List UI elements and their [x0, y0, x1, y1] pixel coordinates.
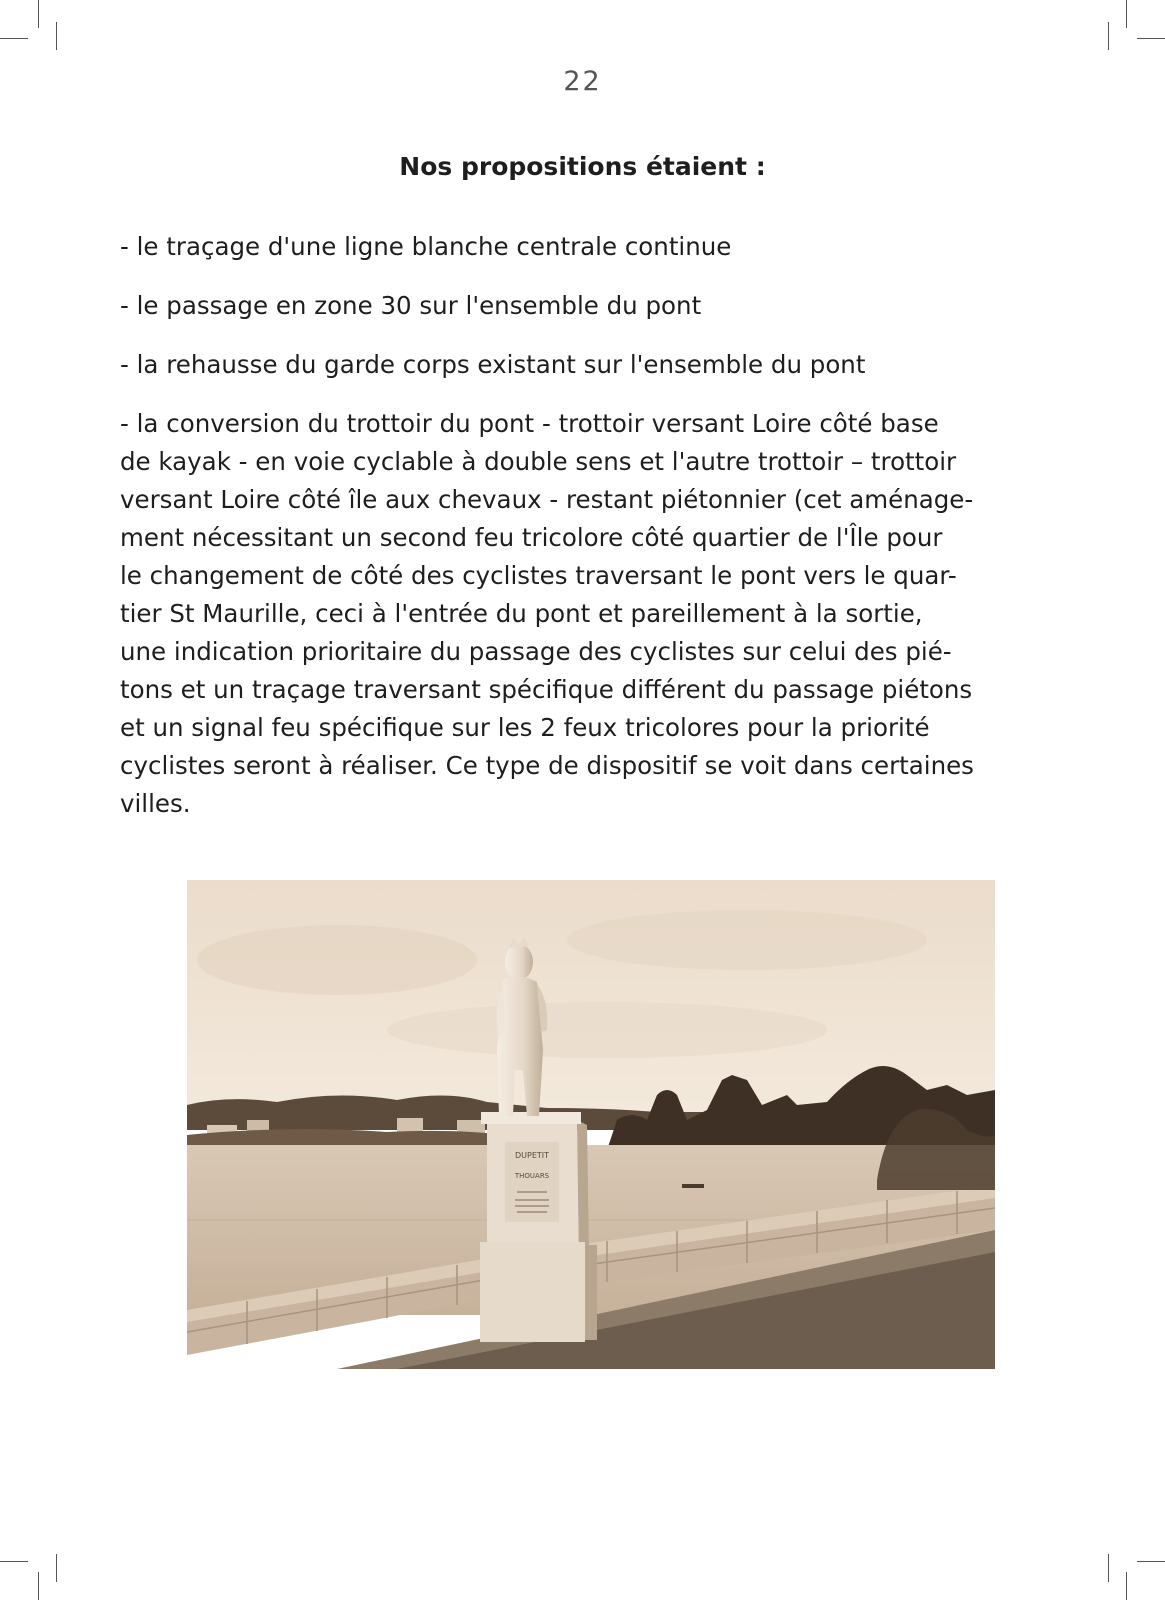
crop-mark — [0, 1561, 28, 1562]
page-number: 22 — [563, 66, 602, 97]
crop-mark — [1126, 1572, 1127, 1600]
text-line: tier St Maurille, ceci à l'entrée du pont et pareillement à la sortie, — [120, 599, 923, 628]
text-line: versant Loire côté île aux chevaux - restant piétonnier (cet aménage- — [120, 485, 974, 514]
text-line: ment nécessitant un second feu tricolore côté quartier de l'Île pour — [120, 523, 943, 552]
text-line: une indication prioritaire du passage des cyclistes sur celui des pié- — [120, 637, 952, 666]
proposal-list — [120, 228, 1050, 823]
crop-mark — [56, 1554, 57, 1582]
plinth-inscription: THOUARS — [514, 1172, 550, 1180]
proposal-item-long — [120, 405, 1050, 823]
statue-plinth — [480, 1112, 597, 1342]
crop-mark — [0, 38, 28, 39]
proposal-item: - le passage en zone 30 sur l'ensemble du pont — [120, 291, 702, 320]
text-line: - la conversion du trottoir du pont - trottoir versant Loire côté base — [120, 409, 939, 438]
proposal-item: - la rehausse du garde corps existant sur l'ensemble du pont — [120, 350, 866, 379]
text-line: tons et un traçage traversant spécifique différent du passage piétons — [120, 675, 973, 704]
crop-mark — [38, 0, 39, 28]
text-line: et un signal feu spécifique sur les 2 feux tricolores pour la priorité — [120, 713, 930, 742]
plinth-inscription: DUPETIT — [514, 1151, 550, 1160]
text-line: villes. — [120, 789, 191, 818]
text-line: de kayak - en voie cyclable à double sens et l'autre trottoir – trottoir — [120, 447, 957, 476]
bridge-statue-photo — [187, 880, 995, 1369]
crop-mark — [1137, 38, 1165, 39]
crop-mark — [1108, 1554, 1109, 1582]
text-line: cyclistes seront à réaliser. Ce type de dispositif se voit dans certaines — [120, 751, 974, 780]
crop-mark — [1137, 1561, 1165, 1562]
crop-mark — [38, 1572, 39, 1600]
crop-mark — [1108, 22, 1109, 50]
proposal-item: - le traçage d'une ligne blanche centrale continue — [120, 232, 732, 261]
crop-mark — [56, 22, 57, 50]
text-line: le changement de côté des cyclistes traversant le pont vers le quar- — [120, 561, 957, 590]
crop-mark — [1126, 0, 1127, 28]
section-heading: Nos propositions étaient : — [399, 152, 766, 181]
